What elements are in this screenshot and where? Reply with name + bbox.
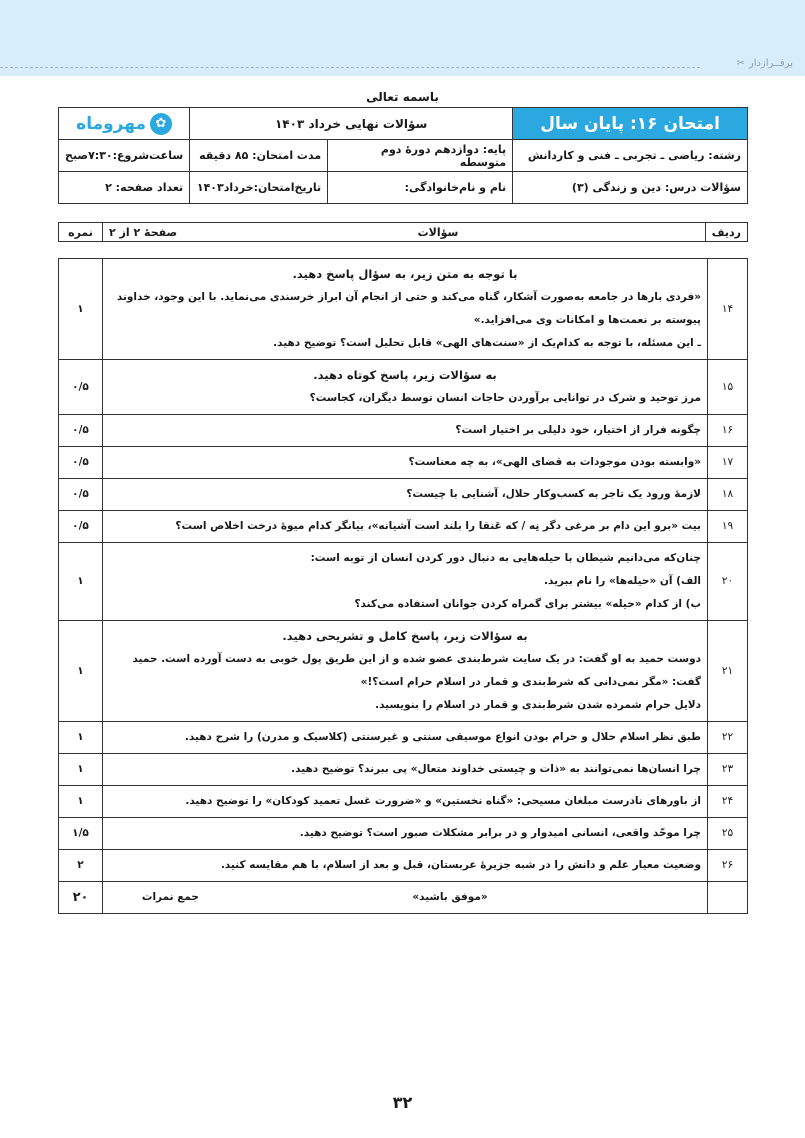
question-number: ۱۹ [708,511,748,543]
question-row [59,850,748,882]
section-heading: به سؤالات زیر، پاسخ کامل و تشریحی دهید. [282,629,528,643]
section-heading: با توجه به متن زیر، به سؤال پاسخ دهید. [292,267,518,281]
question-text [103,259,708,360]
question-row [59,447,748,479]
question-score: ۰/۵ [59,511,103,543]
questions-table [58,258,748,914]
cut-line [0,67,700,68]
butterfly-icon: ✿ [150,113,172,135]
cut-label [736,58,793,69]
column-header [58,222,748,242]
scissors-icon: ✂ [736,58,745,69]
question-line: «وابسته بودن موجودات به قضای الهی»، به چه معناست؟ [408,456,701,468]
question-number: ۱۷ [708,447,748,479]
question-line: چنان‌که می‌دانیم شیطان با حیله‌هایی به دنبال دور کردن انسان از توبه است: [310,552,701,564]
question-number: ۱۶ [708,415,748,447]
question-number: ۲۰ [708,543,748,621]
question-score: ۲ [59,850,103,882]
exam-title: امتحان ۱۶: پایان سال [513,108,748,140]
question-line: وضعیت معیار علم و دانش را در شبه جزیرهٔ عربستان، قبل و بعد از اسلام، با هم مقایسه کنید. [220,859,701,871]
page-number: ۳۲ [392,1093,413,1112]
subject: سؤالات درس: دین و زندگی (۳) [513,172,748,204]
question-row [59,722,748,754]
field: رشته: ریاضی ـ تجربی ـ فنی و کاردانش [513,140,748,172]
question-number: ۱۴ [708,259,748,360]
question-number: ۲۲ [708,722,748,754]
question-number: ۲۳ [708,754,748,786]
question-row [59,511,748,543]
question-row [59,360,748,415]
col-questions [103,223,706,242]
start-time: ساعت‌شروع:۷:۳۰صبح [59,140,190,172]
question-row [59,543,748,621]
total-row [59,882,748,914]
question-text [103,818,708,850]
question-row [59,259,748,360]
question-line: «فردی بارها در جامعه به‌صورت آشکار، گناه می‌کند و حتی از انجام آن ابراز خرسندی می‌نماید. با این وجود، خداوند پیوسته بر نعمت‌ها و امکانات وی می‌افزاید.» [116,291,701,326]
question-line: مرز توحید و شرک در توانایی برآوردن حاجات انسان توسط دیگران، کجاست؟ [309,392,701,404]
question-row [59,621,748,722]
question-line: چگونه فرار از اختیار، خود دلیلی بر اختیار است؟ [455,424,701,436]
total-score: ۲۰ [59,882,103,914]
question-score: ۱ [59,259,103,360]
question-number: ۱۸ [708,479,748,511]
logo-text: مهروماه [76,113,146,134]
question-line: چرا انسان‌ها نمی‌توانند به «ذات و چیستی خداوند متعال» پی ببرند؟ توضیح دهید. [291,763,701,775]
question-line: الف) آن «حیله‌ها» را نام ببرید. [544,575,701,587]
footer-cell [103,882,708,914]
question-line: طبق نظر اسلام حلال و حرام بودن انواع موسیقی سنتی و غیرسنتی (کلاسیک و مدرن) را شرح دهید. [184,731,701,743]
question-number: ۱۵ [708,360,748,415]
question-score: ۱ [59,722,103,754]
question-score: ۰/۵ [59,479,103,511]
question-score: ۱ [59,543,103,621]
col-row: ردیف [705,223,747,242]
bismillah: باسمه تعالی [366,90,439,104]
question-score: ۰/۵ [59,447,103,479]
question-row [59,415,748,447]
name-field: نام و نام‌خانوادگی: [328,172,513,204]
question-text [103,754,708,786]
question-text [103,786,708,818]
question-text [103,621,708,722]
question-row [59,479,748,511]
question-line: از باورهای نادرست مبلغان مسیحی: «گناه نخستین» و «ضرورت غسل تعمید کودکان» را توضیح دهید. [185,795,701,807]
total-row-spacer [708,882,748,914]
section-heading: به سؤالات زیر، پاسخ کوتاه دهید. [313,368,497,382]
question-line: ـ این مسئله، با توجه به کدام‌یک از «سنت‌های الهی» قابل تحلیل است؟ توضیح دهید. [273,337,701,349]
question-score: ۰/۵ [59,360,103,415]
page-count: تعداد صفحه: ۲ [59,172,190,204]
exam-subtitle: سؤالات نهایی خرداد ۱۴۰۳ [190,108,513,140]
question-line: دلایل حرام شمرده شدن شرط‌بندی و قمار در اسلام را بنویسید. [375,699,701,711]
total-label: جمع نمرات [141,891,199,903]
question-line: ب) از کدام «حیله» بیشتر برای گمراه کردن جوانان استفاده می‌کند؟ [354,598,701,610]
question-score: ۱ [59,754,103,786]
page-indicator: صفحهٔ ۲ از ۲ [109,225,178,239]
question-number: ۲۶ [708,850,748,882]
question-text [103,360,708,415]
question-score: ۱ [59,621,103,722]
question-text [103,511,708,543]
question-line: دوست حمید به او گفت: در یک سایت شرط‌بندی عضو شده و از این طریق پول خوبی به دست آورده است. حمید گفت: «مگر نمی‌دانی که شرط‌بندی و قمار در اسلام حرام است؟!» [132,653,701,688]
question-score: ۰/۵ [59,415,103,447]
question-text [103,543,708,621]
exam-date: تاریخ‌امتحان:خرداد۱۴۰۳ [190,172,328,204]
question-text [103,415,708,447]
top-band [0,0,805,76]
logo [59,108,190,140]
question-row [59,786,748,818]
question-score: ۱ [59,786,103,818]
duration: مدت امتحان: ۸۵ دقیقه [190,140,328,172]
question-line: لازمهٔ ورود یک تاجر به کسب‌وکار حلال، آشنایی با چیست؟ [406,488,701,500]
question-line: بیت «برو این دام بر مرغی دگر نِه / که عَنقا را بلند است آشیانه»، بیانگر کدام میوهٔ درخت اخلاص است؟ [175,520,701,532]
question-number: ۲۴ [708,786,748,818]
col-score: نمره [59,223,103,242]
question-number: ۲۵ [708,818,748,850]
cut-label-text: برفــرازدار [748,58,793,69]
question-row [59,818,748,850]
exam-header [58,107,748,204]
question-line: چرا موحّد واقعی، انسانی امیدوار و در برابر مشکلات صبور است؟ توضیح دهید. [299,827,701,839]
question-score: ۱/۵ [59,818,103,850]
question-text [103,850,708,882]
question-number: ۲۱ [708,621,748,722]
col-questions-label: سؤالات [417,225,459,239]
question-text [103,722,708,754]
question-text [103,447,708,479]
grade: پایه: دوازدهم دورهٔ دوم متوسطه [328,140,513,172]
question-row [59,754,748,786]
question-text [103,479,708,511]
good-luck: «موفق باشید» [412,891,488,903]
